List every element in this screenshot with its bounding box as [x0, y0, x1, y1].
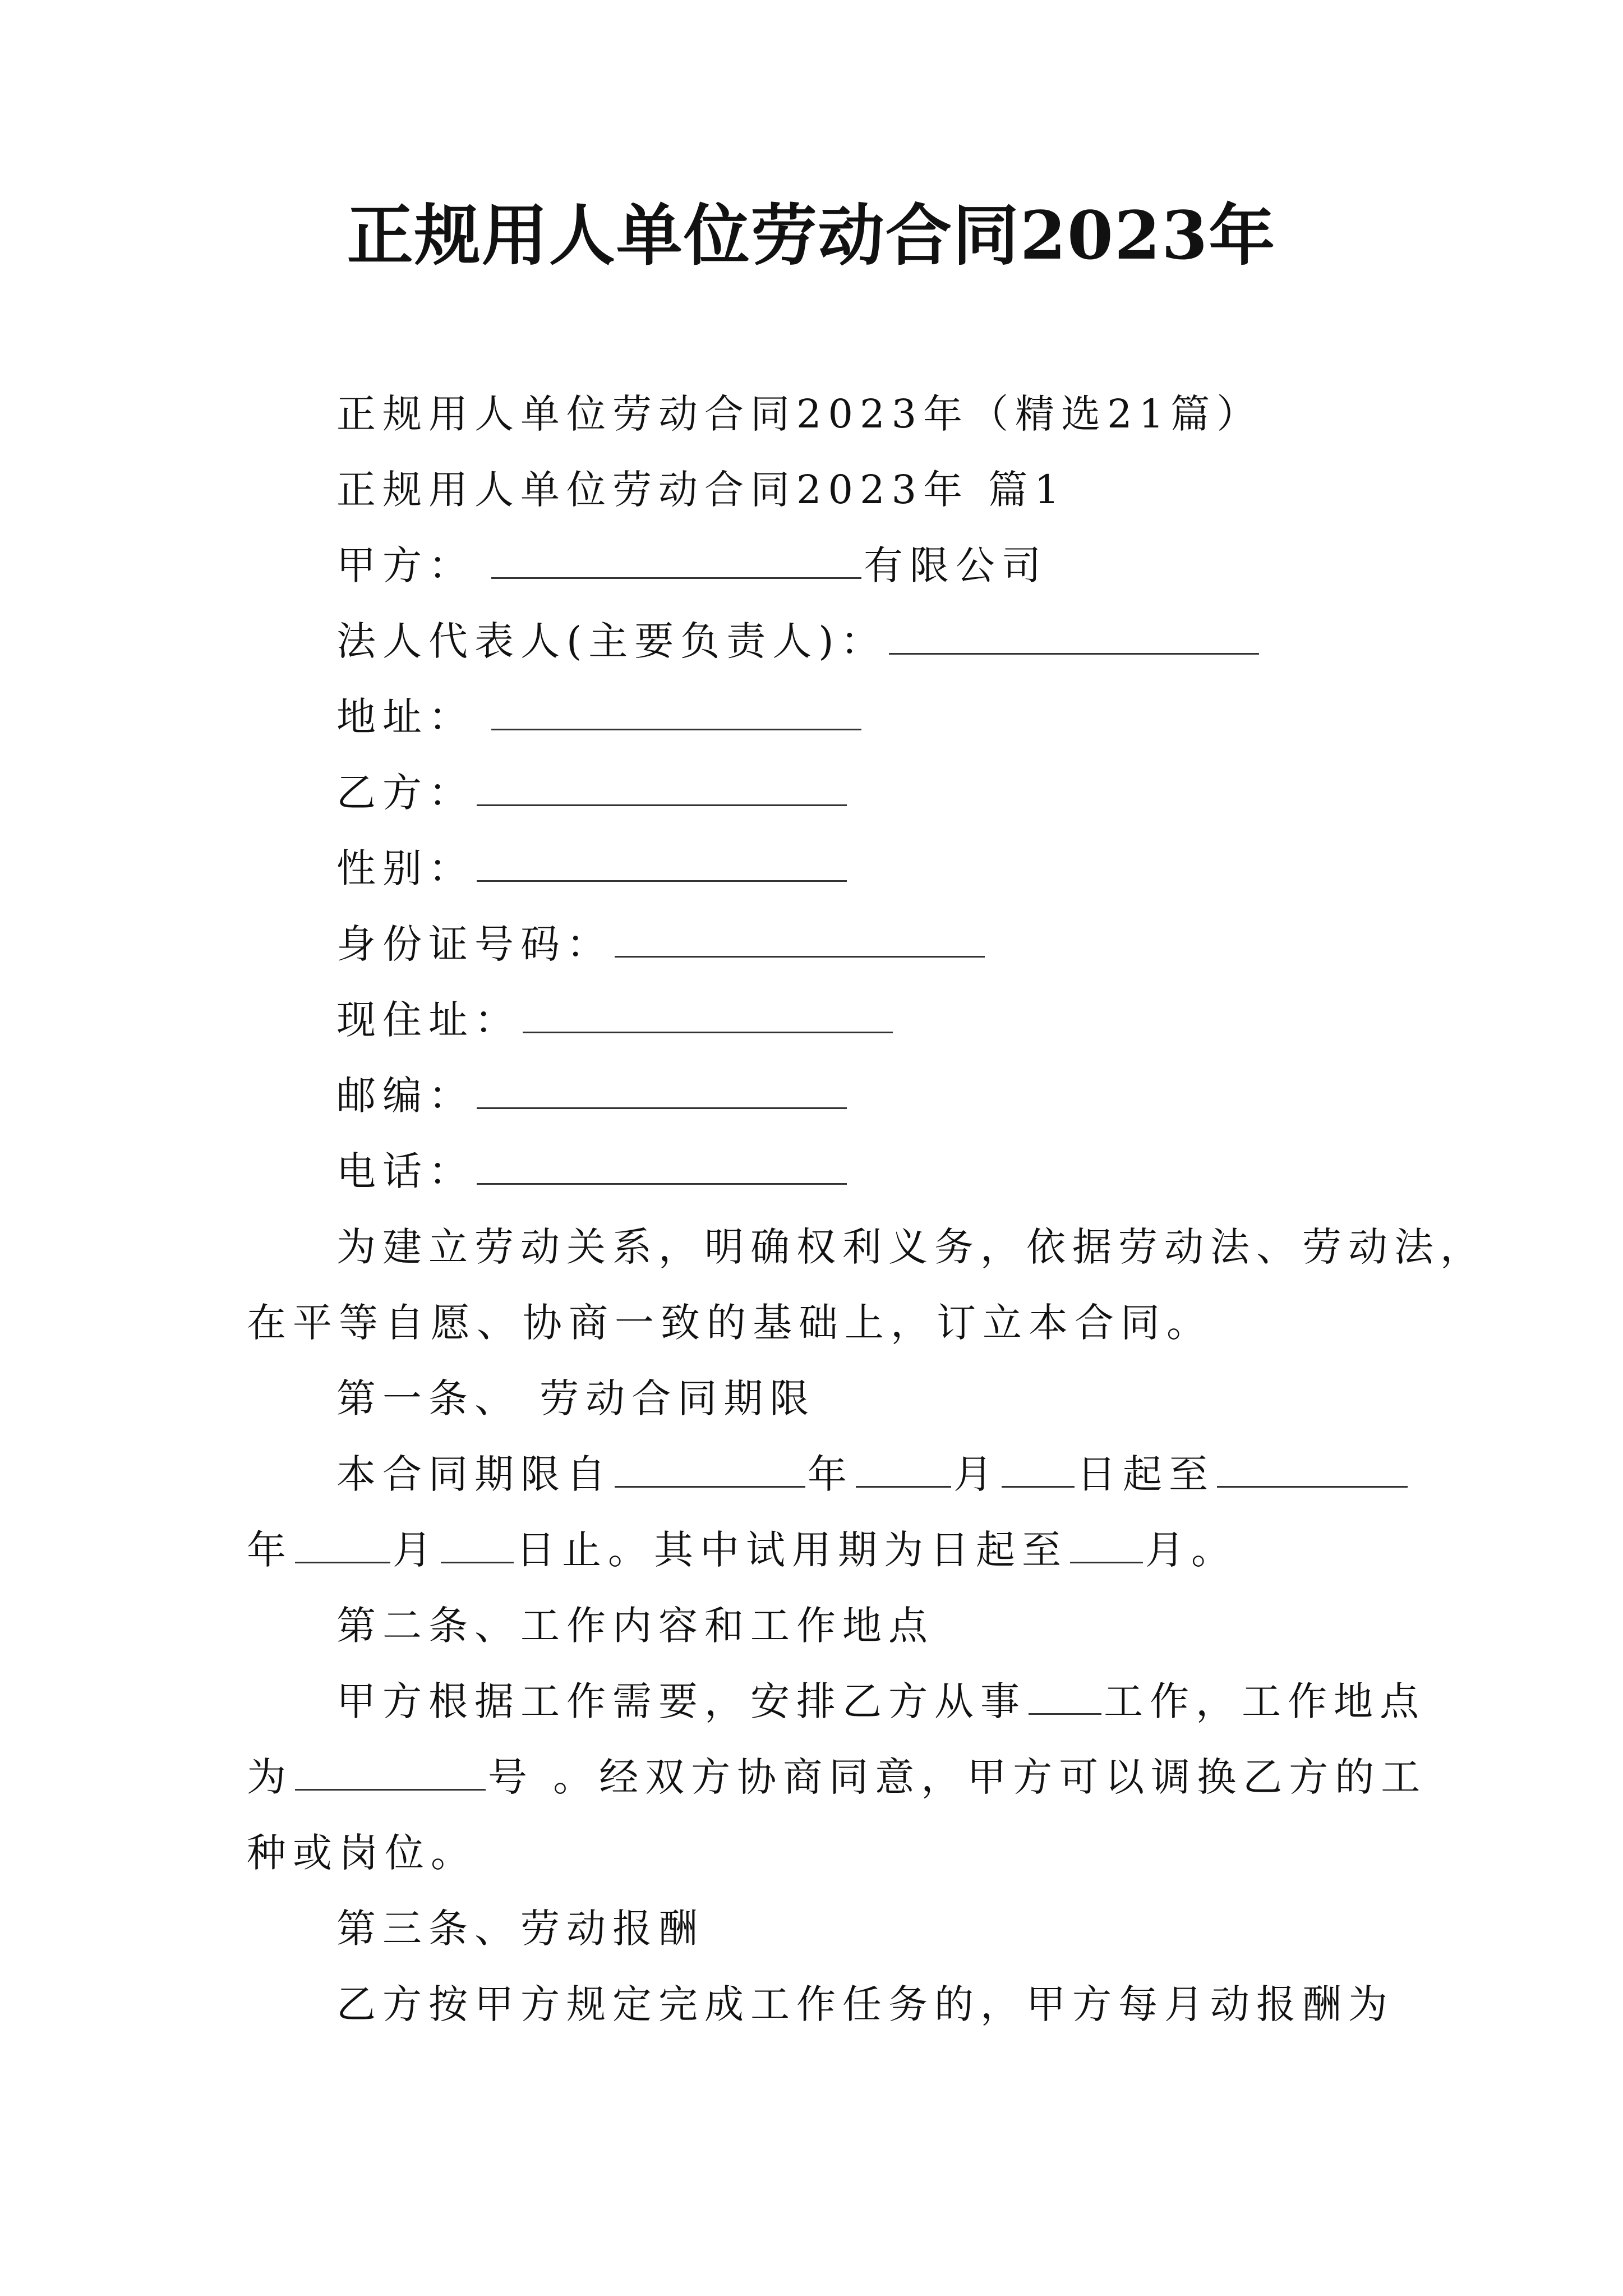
article1-text-h: 月。 — [1145, 1527, 1237, 1573]
id-number-blank — [615, 919, 985, 958]
id-number-line — [336, 916, 987, 972]
legal-rep-blank — [889, 616, 1259, 655]
article1-text-e: 年 — [247, 1527, 293, 1573]
job-blank — [1029, 1676, 1101, 1715]
article1-title: 第一条、 劳动合同期限 — [336, 1375, 816, 1421]
party-b-label: 乙方： — [336, 770, 474, 816]
party-b-line — [336, 765, 849, 821]
end-month-blank — [295, 1525, 390, 1563]
party-a-suffix: 有限公司 — [864, 542, 1048, 588]
end-year-blank — [1217, 1449, 1408, 1488]
postcode-label: 邮编： — [336, 1073, 474, 1119]
address-blank — [491, 692, 861, 730]
gender-line — [336, 840, 849, 896]
legal-rep-label: 法人代表人(主要负责人)： — [336, 618, 887, 664]
article2-text-a: 甲方根据工作需要，安排乙方从事 — [336, 1678, 1026, 1724]
address-label: 地址： — [336, 694, 474, 740]
postcode-blank — [477, 1070, 847, 1109]
legal-rep-line — [336, 613, 1261, 669]
article1-line2 — [247, 1522, 1237, 1578]
phone-label: 电话： — [336, 1148, 474, 1194]
article2-line1 — [336, 1673, 1426, 1729]
gender-blank — [477, 843, 847, 882]
probation-blank — [1070, 1525, 1143, 1563]
party-b-blank — [477, 767, 847, 806]
day-blank — [1002, 1449, 1075, 1488]
postcode-line — [336, 1068, 849, 1124]
intro-paragraph-line1: 为建立劳动关系，明确权利义务，依据劳动法、劳动法， — [336, 1224, 1486, 1270]
article2-line3: 种或岗位。 — [247, 1830, 477, 1876]
gender-label: 性别： — [336, 845, 474, 891]
end-day-blank — [441, 1525, 514, 1563]
article2-text-d: 号 。经双方协商同意，甲方可以调换乙方的工 — [488, 1754, 1427, 1800]
article3-title: 第三条、劳动报酬 — [336, 1906, 704, 1952]
article1-text-g: 日止。其中试用期为日起至 — [516, 1527, 1068, 1573]
address-line — [336, 689, 864, 745]
workplace-blank — [295, 1752, 486, 1791]
party-a-line — [336, 537, 1048, 593]
article1-text-f: 月 — [393, 1527, 439, 1573]
article2-line2 — [247, 1749, 1427, 1805]
article2-title: 第二条、工作内容和工作地点 — [336, 1603, 934, 1649]
year-blank — [615, 1449, 805, 1488]
article2-text-c: 为 — [247, 1754, 293, 1800]
party-a-label: 甲方： — [336, 542, 474, 588]
month-blank — [856, 1449, 951, 1488]
part-heading: 正规用人单位劳动合同2023年 篇1 — [336, 467, 1066, 513]
article1-text-d: 日起至 — [1077, 1451, 1215, 1497]
article1-line1 — [336, 1446, 1410, 1502]
phone-blank — [477, 1146, 847, 1185]
current-address-line — [336, 992, 895, 1048]
document-title: 正规用人单位劳动合同2023年 — [347, 196, 1276, 274]
current-address-blank — [523, 995, 893, 1033]
article3-line1: 乙方按甲方规定完成工作任务的，甲方每月动报酬为 — [336, 1981, 1394, 2027]
intro-paragraph-line2: 在平等自愿、协商一致的基础上，订立本合同。 — [247, 1300, 1212, 1346]
phone-line — [336, 1143, 849, 1199]
subtitle-line: 正规用人单位劳动合同2023年（精选21篇） — [336, 391, 1263, 437]
current-address-label: 现住址： — [336, 997, 520, 1043]
id-number-label: 身份证号码： — [336, 921, 612, 967]
article1-text-a: 本合同期限自 — [336, 1451, 612, 1497]
article2-text-b: 工作，工作地点 — [1104, 1678, 1426, 1724]
article1-text-b: 年 — [808, 1451, 854, 1497]
party-a-blank — [491, 540, 861, 579]
article1-text-c: 月 — [953, 1451, 999, 1497]
